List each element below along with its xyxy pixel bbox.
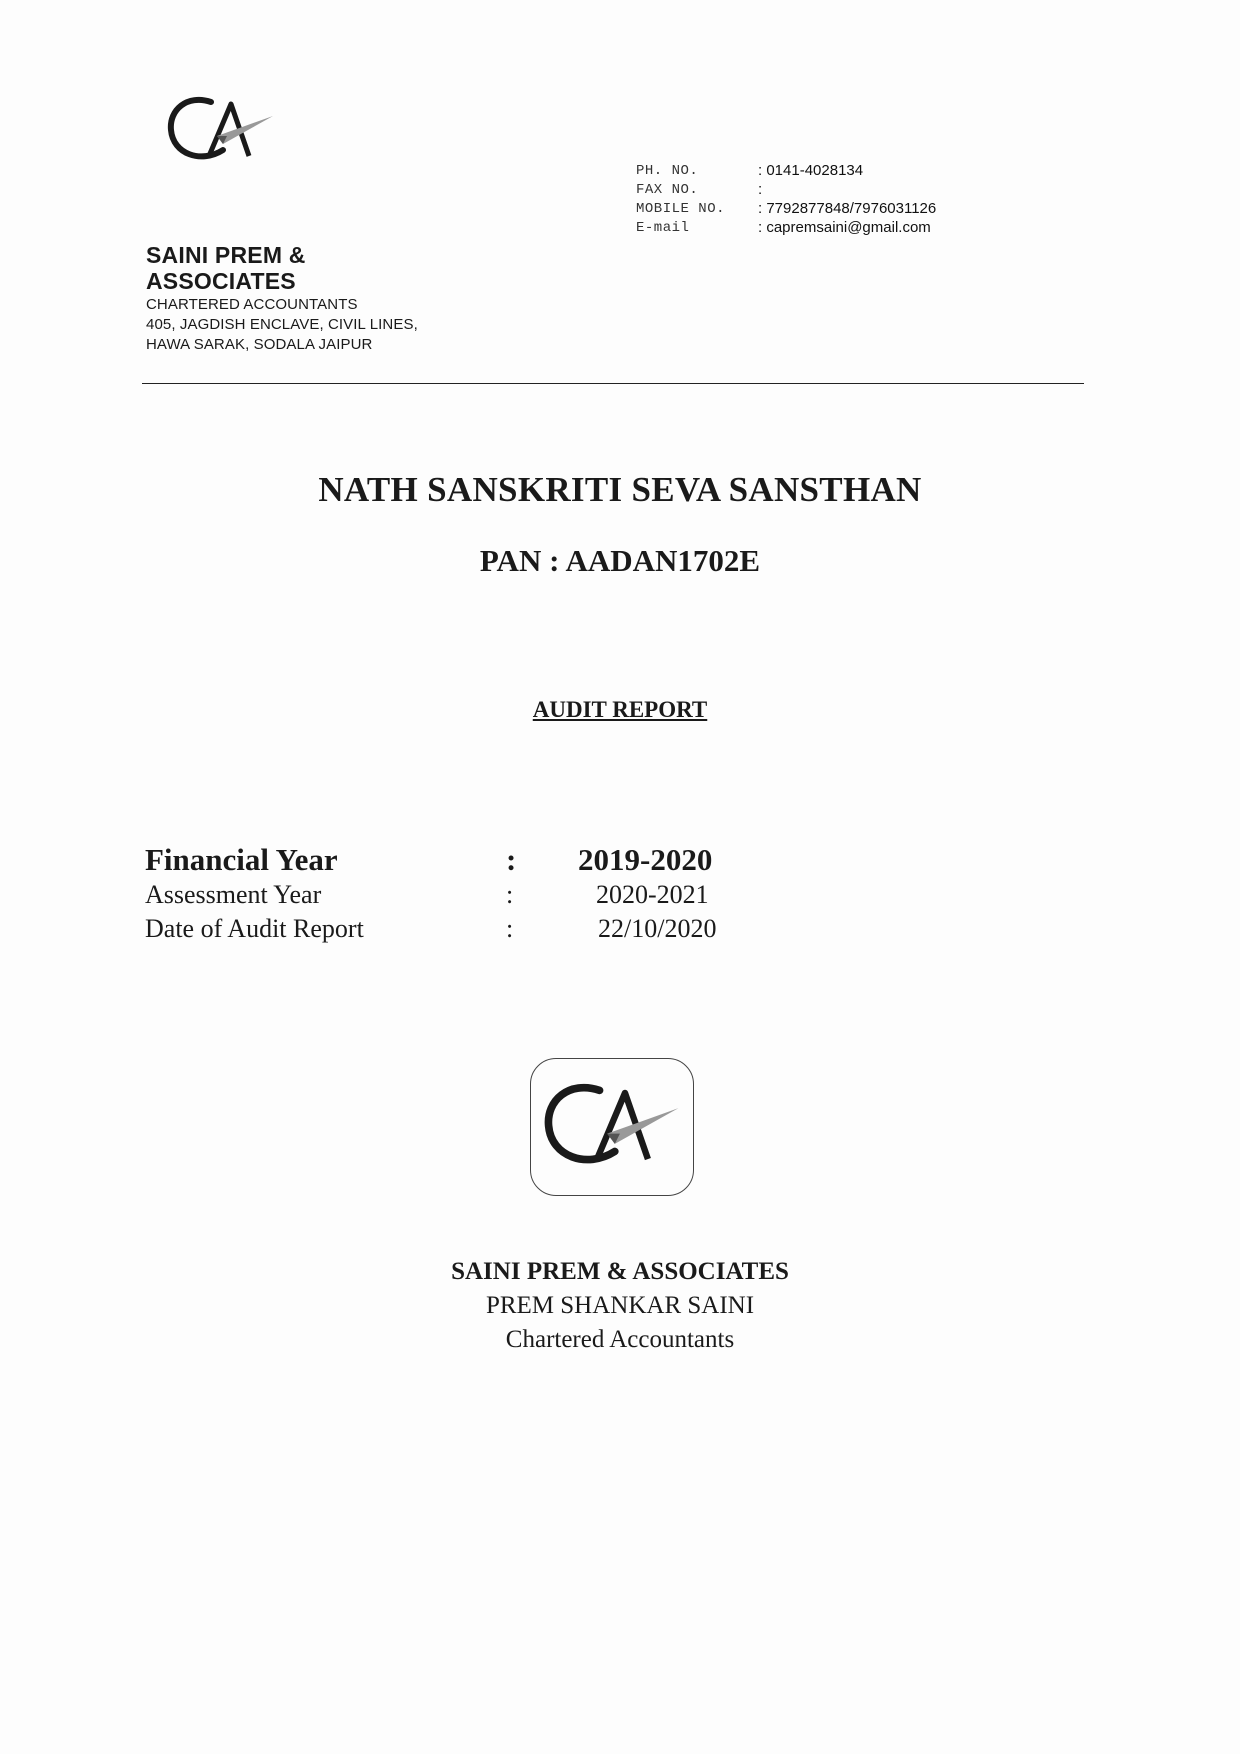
signature-person: PREM SHANKAR SAINI	[485, 1292, 755, 1319]
audit-date-colon: :	[506, 914, 514, 943]
firm-name-line1: SAINI PREM &	[146, 242, 306, 268]
audit-date-value: 22/10/2020	[598, 914, 717, 943]
report-title: AUDIT REPORT	[532, 697, 708, 722]
report-title-wrap	[0, 697, 1240, 723]
address-line1: 405, JAGDISH ENCLAVE, CIVIL LINES,	[146, 316, 418, 333]
fax-value: :	[758, 181, 763, 198]
audit-date-label: Date of Audit Report	[145, 914, 364, 943]
address-line2: HAWA SARAK, SODALA JAIPUR	[146, 336, 373, 353]
ca-logo-icon	[165, 90, 275, 170]
financial-year-label: Financial Year	[145, 842, 338, 877]
pan-number: PAN : AADAN1702E	[479, 543, 761, 578]
organization-name: NATH SANSKRITI SEVA SANSTHAN	[318, 470, 922, 509]
financial-year-value: 2019-2020	[578, 842, 713, 877]
financial-year-colon: :	[506, 842, 517, 877]
mobile-value: : 7792877848/7976031126	[758, 200, 937, 217]
email-value: : capremsaini@gmail.com	[758, 219, 931, 236]
assessment-year-label: Assessment Year	[145, 880, 322, 909]
phone-label: PH. NO.	[636, 163, 699, 179]
assessment-year-value: 2020-2021	[596, 880, 709, 909]
email-label: E-mail	[636, 220, 690, 236]
firm-type: CHARTERED ACCOUNTANTS	[146, 296, 358, 313]
assessment-year-colon: :	[506, 880, 514, 909]
header-divider	[142, 383, 1084, 384]
firm-name-line2: ASSOCIATES	[146, 268, 296, 294]
mobile-label: MOBILE NO.	[636, 201, 726, 217]
signature-role: Chartered Accountants	[505, 1326, 735, 1353]
ca-logo-icon	[541, 1070, 681, 1182]
phone-value: : 0141-4028134	[758, 162, 864, 179]
fax-label: FAX NO.	[636, 182, 699, 198]
signature-firm: SAINI PREM & ASSOCIATES	[451, 1258, 789, 1285]
